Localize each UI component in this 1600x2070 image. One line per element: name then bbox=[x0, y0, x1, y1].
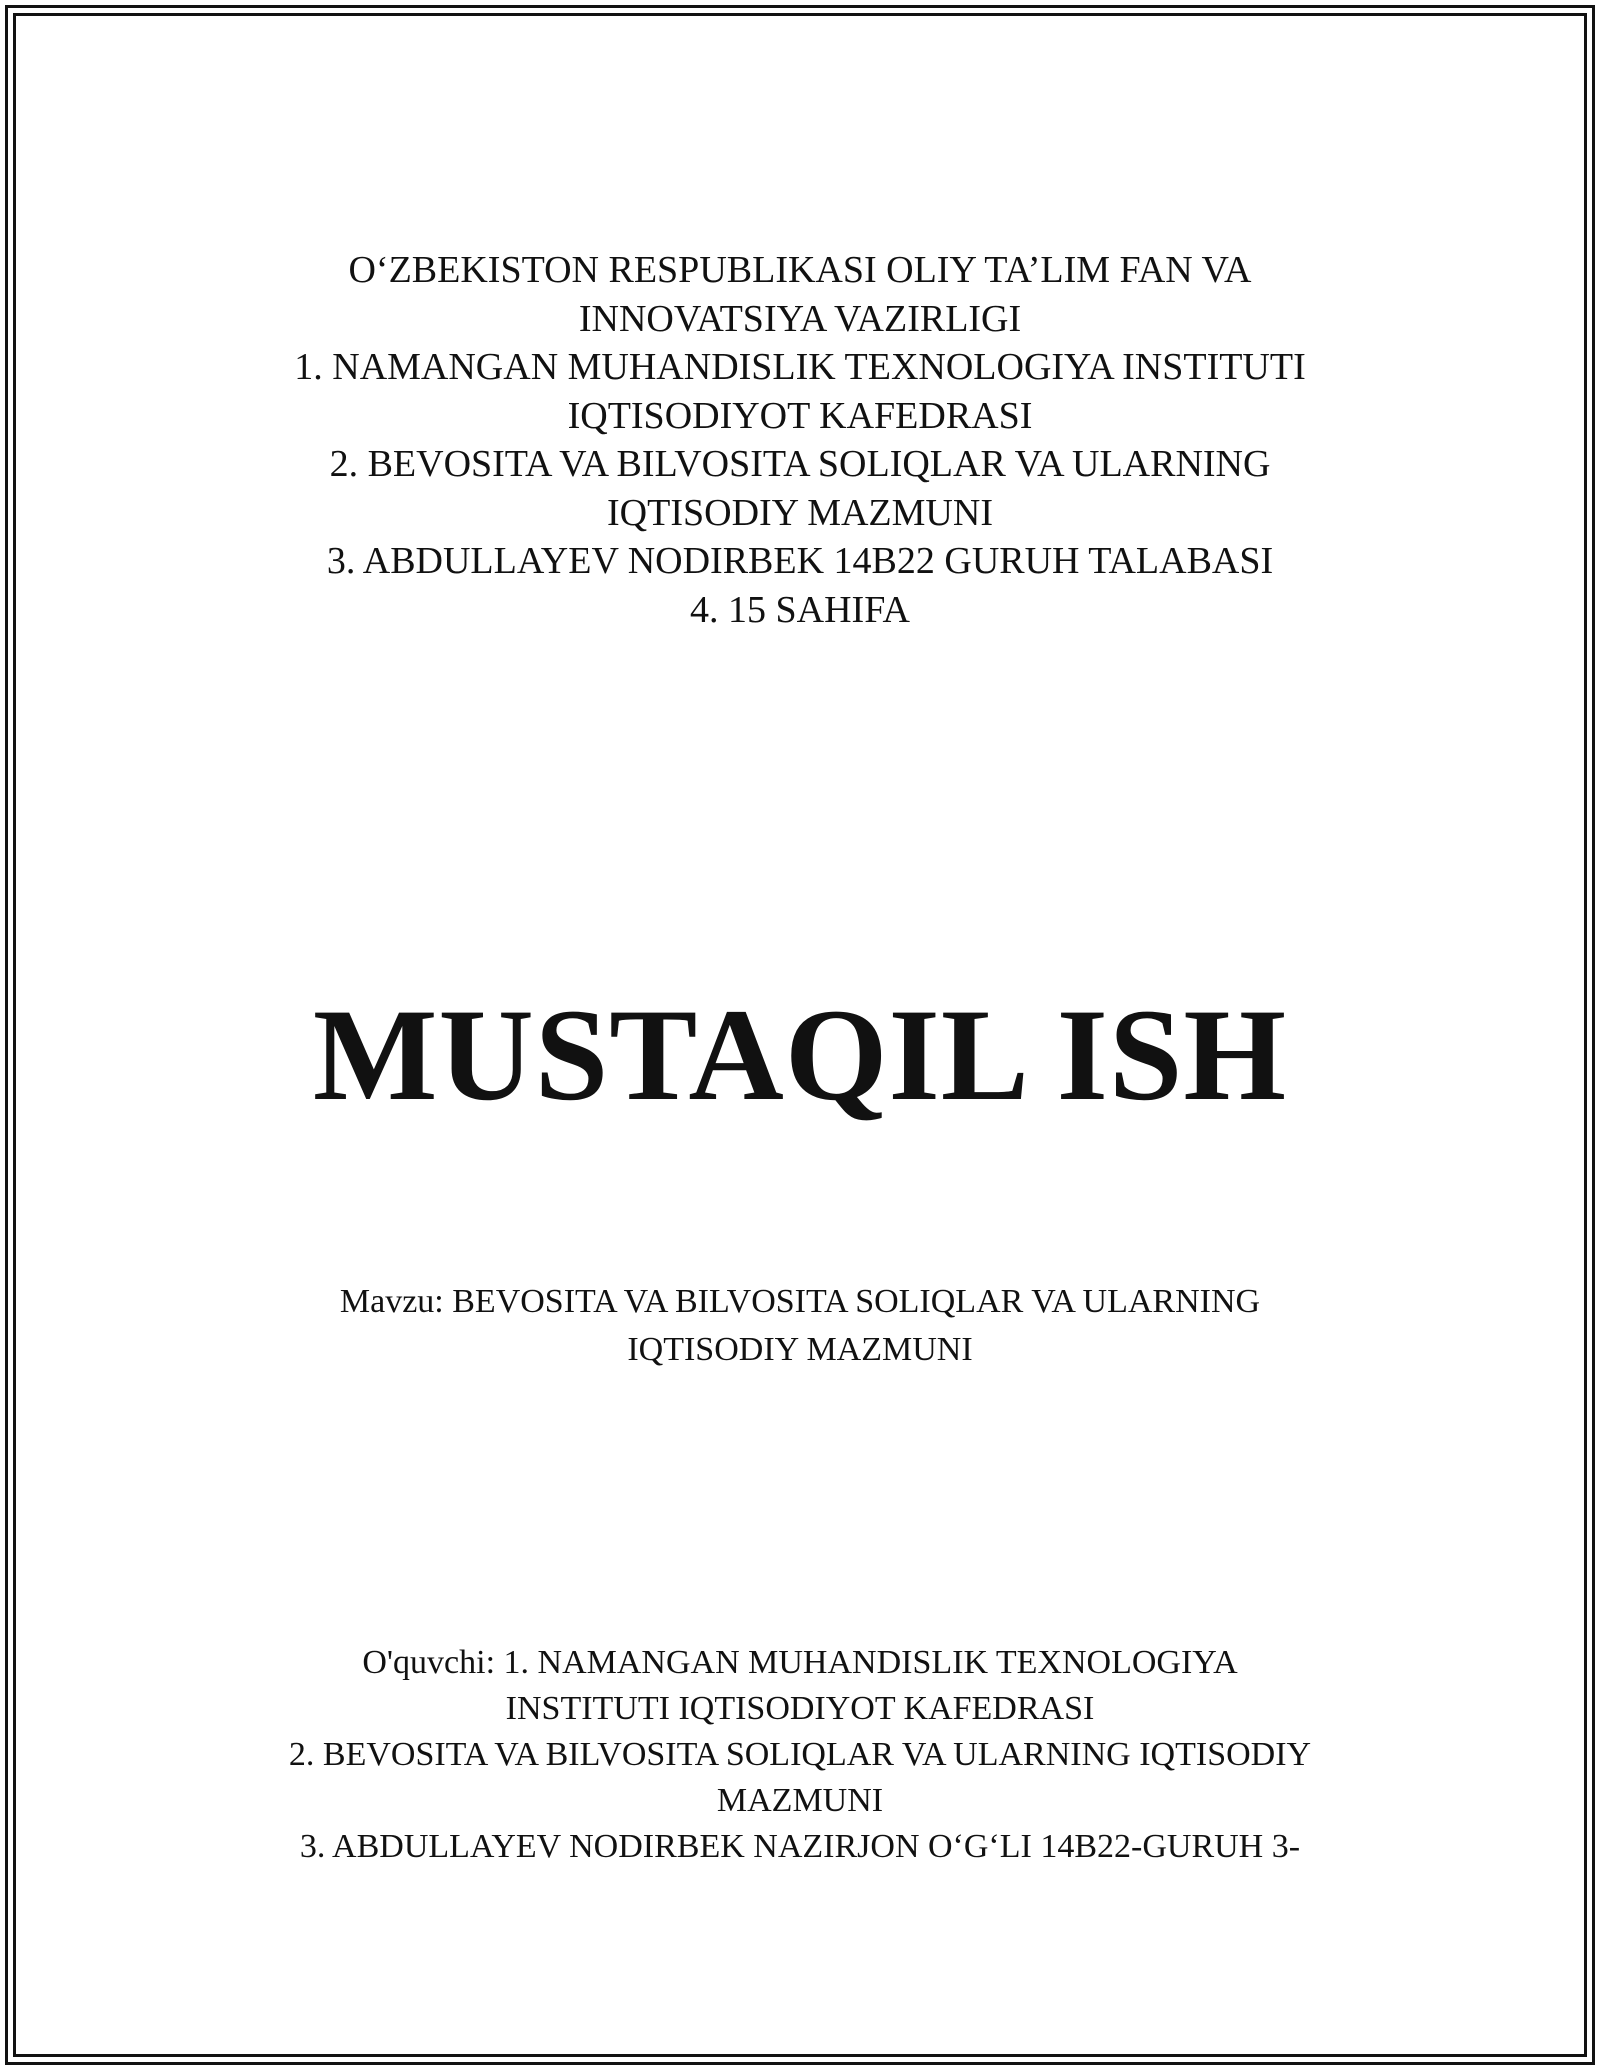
header-line: 3. ABDULLAYEV NODIRBEK 14B22 GURUH TALABASI bbox=[326, 540, 1274, 582]
student-line: 2. BEVOSITA VA BILVOSITA SOLIQLAR VA ULARNING IQTISODIY bbox=[288, 1736, 1312, 1773]
header-line: 4. 15 SAHIFA bbox=[690, 588, 910, 631]
header-line: 1. NAMANGAN MUHANDISLIK TEXNOLOGIYA INSTITUTI bbox=[294, 346, 1306, 388]
header-line: 2. BEVOSITA VA BILVOSITA SOLIQLAR VA ULARNING bbox=[329, 443, 1271, 485]
header-block bbox=[0, 246, 1600, 634]
header-line: O‘ZBEKISTON RESPUBLIKASI OLIY TA’LIM FAN VA bbox=[348, 249, 1252, 291]
student-line: O'quvchi: 1. NAMANGAN MUHANDISLIK TEXNOLOGIYA bbox=[362, 1644, 1238, 1681]
topic-line: IQTISODIY MAZMUNI bbox=[627, 1331, 973, 1368]
title-block bbox=[0, 980, 1600, 1130]
student-line: MAZMUNI bbox=[716, 1782, 884, 1819]
header-line: IQTISODIY MAZMUNI bbox=[607, 491, 993, 534]
student-block bbox=[0, 1640, 1600, 1870]
header-line: IQTISODIYOT KAFEDRASI bbox=[567, 394, 1033, 437]
student-line: 3. ABDULLAYEV NODIRBEK NAZIRJON O‘G‘LI 14B22-GURUH 3- bbox=[299, 1828, 1301, 1865]
document-title: MUSTAQIL ISH bbox=[312, 981, 1288, 1128]
student-line: INSTITUTI IQTISODIYOT KAFEDRASI bbox=[505, 1690, 1095, 1727]
topic-line: Mavzu: BEVOSITA VA BILVOSITA SOLIQLAR VA ULARNING bbox=[339, 1283, 1261, 1320]
topic-block bbox=[0, 1278, 1600, 1374]
header-line: INNOVATSIYA VAZIRLIGI bbox=[578, 297, 1022, 340]
